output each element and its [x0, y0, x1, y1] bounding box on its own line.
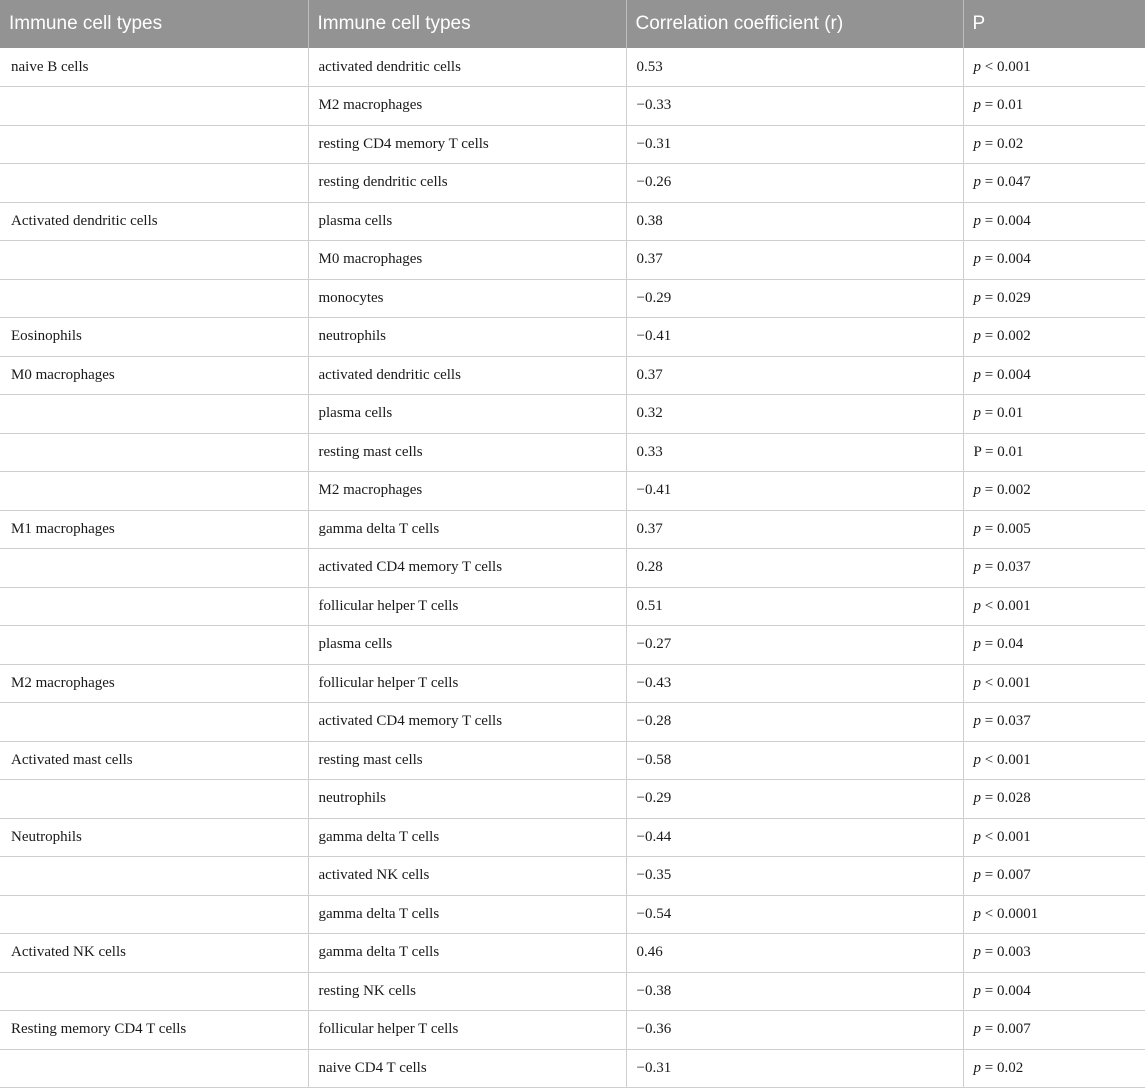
table-row — [0, 1011, 1145, 1050]
cell-immune-cell-type-a: Resting memory CD4 T cells — [0, 1011, 308, 1050]
table-row — [0, 125, 1145, 164]
cell-immune-cell-type-a: Activated dendritic cells — [0, 202, 308, 241]
cell-p-value — [963, 433, 1145, 472]
cell-p-value — [963, 356, 1145, 395]
p-value-text: = 0.004 — [981, 366, 1031, 383]
cell-immune-cell-type-a — [0, 857, 308, 896]
cell-p-value — [963, 741, 1145, 780]
p-value-text: < 0.001 — [981, 58, 1031, 75]
p-value-text: = 0.007 — [981, 867, 1031, 884]
cell-immune-cell-type-a: M2 macrophages — [0, 664, 308, 703]
cell-p-value — [963, 818, 1145, 857]
cell-immune-cell-type-a — [0, 164, 308, 203]
cell-correlation-coefficient: 0.33 — [626, 433, 963, 472]
cell-p-value — [963, 202, 1145, 241]
cell-p-value — [963, 279, 1145, 318]
cell-immune-cell-type-b: activated NK cells — [308, 857, 626, 896]
cell-p-value — [963, 241, 1145, 280]
table-header — [0, 0, 1145, 48]
cell-immune-cell-type-b: M2 macrophages — [308, 87, 626, 126]
table-row — [0, 972, 1145, 1011]
p-value-symbol: p — [973, 366, 981, 383]
cell-p-value — [963, 703, 1145, 742]
p-value-text: = 0.029 — [981, 289, 1031, 306]
table-row — [0, 48, 1145, 87]
p-value-text: = 0.02 — [981, 1059, 1024, 1076]
table-row — [0, 741, 1145, 780]
header-immune-cell-type-b: Immune cell types — [308, 0, 626, 48]
p-value-text: < 0.001 — [981, 751, 1031, 768]
p-value-text: = 0.01 — [981, 405, 1024, 422]
table-row — [0, 934, 1145, 973]
cell-immune-cell-type-b: activated CD4 memory T cells — [308, 549, 626, 588]
p-value-symbol: p — [973, 58, 981, 75]
cell-correlation-coefficient: 0.28 — [626, 549, 963, 588]
p-value-symbol: p — [973, 1059, 981, 1076]
p-value-symbol: p — [973, 212, 981, 229]
cell-correlation-coefficient: 0.32 — [626, 395, 963, 434]
cell-correlation-coefficient: −0.29 — [626, 780, 963, 819]
p-value-text: = 0.01 — [981, 97, 1024, 114]
cell-immune-cell-type-b: gamma delta T cells — [308, 510, 626, 549]
p-value-text: = 0.004 — [981, 251, 1031, 268]
cell-immune-cell-type-a — [0, 587, 308, 626]
cell-correlation-coefficient: −0.41 — [626, 472, 963, 511]
cell-p-value — [963, 48, 1145, 87]
cell-immune-cell-type-a: naive B cells — [0, 48, 308, 87]
cell-correlation-coefficient: −0.28 — [626, 703, 963, 742]
table-row — [0, 703, 1145, 742]
cell-immune-cell-type-b: gamma delta T cells — [308, 934, 626, 973]
table-row — [0, 356, 1145, 395]
cell-correlation-coefficient: −0.44 — [626, 818, 963, 857]
cell-p-value — [963, 549, 1145, 588]
cell-immune-cell-type-a: M1 macrophages — [0, 510, 308, 549]
cell-correlation-coefficient: −0.36 — [626, 1011, 963, 1050]
p-value-symbol: p — [973, 405, 981, 422]
table-row — [0, 433, 1145, 472]
cell-immune-cell-type-a: Activated NK cells — [0, 934, 308, 973]
p-value-symbol: p — [973, 289, 981, 306]
table-row — [0, 164, 1145, 203]
p-value-symbol: p — [973, 674, 981, 691]
cell-immune-cell-type-a: Eosinophils — [0, 318, 308, 357]
cell-p-value — [963, 587, 1145, 626]
cell-immune-cell-type-b: follicular helper T cells — [308, 587, 626, 626]
cell-immune-cell-type-a — [0, 125, 308, 164]
table-row — [0, 818, 1145, 857]
p-value-text: = 0.002 — [981, 328, 1031, 345]
cell-immune-cell-type-b: follicular helper T cells — [308, 1011, 626, 1050]
cell-correlation-coefficient: −0.31 — [626, 1049, 963, 1088]
p-value-symbol: p — [973, 867, 981, 884]
cell-p-value — [963, 87, 1145, 126]
p-value-symbol: p — [973, 97, 981, 114]
p-value-text: = 0.003 — [981, 944, 1031, 961]
cell-immune-cell-type-b: resting mast cells — [308, 433, 626, 472]
cell-correlation-coefficient: 0.37 — [626, 356, 963, 395]
cell-correlation-coefficient: −0.27 — [626, 626, 963, 665]
p-value-text: < 0.001 — [981, 674, 1031, 691]
cell-correlation-coefficient: 0.51 — [626, 587, 963, 626]
cell-correlation-coefficient: 0.37 — [626, 241, 963, 280]
cell-correlation-coefficient: −0.54 — [626, 895, 963, 934]
p-value-symbol: p — [973, 135, 981, 152]
cell-correlation-coefficient: −0.38 — [626, 972, 963, 1011]
cell-p-value — [963, 664, 1145, 703]
p-value-symbol: p — [973, 597, 981, 614]
cell-p-value — [963, 125, 1145, 164]
cell-correlation-coefficient: −0.33 — [626, 87, 963, 126]
p-value-text: = 0.005 — [981, 520, 1031, 537]
cell-correlation-coefficient: 0.38 — [626, 202, 963, 241]
table-row — [0, 895, 1145, 934]
p-value-text: < 0.0001 — [981, 905, 1039, 922]
cell-correlation-coefficient: −0.58 — [626, 741, 963, 780]
p-value-symbol: p — [973, 636, 981, 653]
cell-p-value — [963, 1049, 1145, 1088]
p-value-symbol: p — [973, 482, 981, 499]
cell-immune-cell-type-b: plasma cells — [308, 395, 626, 434]
p-value-symbol: p — [973, 1021, 981, 1038]
table-row — [0, 626, 1145, 665]
cell-immune-cell-type-b: activated dendritic cells — [308, 48, 626, 87]
p-value-text: P = 0.01 — [973, 443, 1024, 460]
table-row — [0, 510, 1145, 549]
cell-p-value — [963, 934, 1145, 973]
cell-immune-cell-type-b: activated CD4 memory T cells — [308, 703, 626, 742]
p-value-symbol: p — [973, 790, 981, 807]
p-value-text: = 0.028 — [981, 790, 1031, 807]
cell-immune-cell-type-a — [0, 626, 308, 665]
p-value-symbol: p — [973, 328, 981, 345]
cell-immune-cell-type-b: resting CD4 memory T cells — [308, 125, 626, 164]
table-row — [0, 549, 1145, 588]
cell-immune-cell-type-a — [0, 895, 308, 934]
cell-immune-cell-type-a — [0, 549, 308, 588]
table-row — [0, 202, 1145, 241]
cell-p-value — [963, 780, 1145, 819]
cell-immune-cell-type-b: gamma delta T cells — [308, 895, 626, 934]
header-correlation-coefficient: Correlation coefficient (r) — [626, 0, 963, 48]
cell-immune-cell-type-b: resting dendritic cells — [308, 164, 626, 203]
table-row — [0, 472, 1145, 511]
cell-immune-cell-type-b: monocytes — [308, 279, 626, 318]
cell-immune-cell-type-b: neutrophils — [308, 780, 626, 819]
cell-correlation-coefficient: 0.37 — [626, 510, 963, 549]
header-immune-cell-type-a: Immune cell types — [0, 0, 308, 48]
cell-immune-cell-type-a: Neutrophils — [0, 818, 308, 857]
cell-p-value — [963, 510, 1145, 549]
cell-immune-cell-type-b: plasma cells — [308, 202, 626, 241]
cell-p-value — [963, 895, 1145, 934]
p-value-symbol: p — [973, 828, 981, 845]
cell-immune-cell-type-a — [0, 780, 308, 819]
table-row — [0, 780, 1145, 819]
cell-immune-cell-type-a — [0, 433, 308, 472]
cell-immune-cell-type-a — [0, 87, 308, 126]
p-value-symbol: p — [973, 751, 981, 768]
p-value-symbol: p — [973, 713, 981, 730]
cell-p-value — [963, 626, 1145, 665]
cell-correlation-coefficient: −0.26 — [626, 164, 963, 203]
cell-immune-cell-type-a — [0, 972, 308, 1011]
cell-correlation-coefficient: 0.46 — [626, 934, 963, 973]
p-value-symbol: p — [973, 520, 981, 537]
cell-immune-cell-type-b: gamma delta T cells — [308, 818, 626, 857]
table-row — [0, 87, 1145, 126]
cell-p-value — [963, 318, 1145, 357]
table-row — [0, 664, 1145, 703]
cell-correlation-coefficient: −0.43 — [626, 664, 963, 703]
p-value-text: = 0.037 — [981, 559, 1031, 576]
cell-correlation-coefficient: −0.35 — [626, 857, 963, 896]
p-value-text: = 0.037 — [981, 713, 1031, 730]
cell-immune-cell-type-b: M2 macrophages — [308, 472, 626, 511]
cell-immune-cell-type-b: naive CD4 T cells — [308, 1049, 626, 1088]
p-value-symbol: p — [973, 251, 981, 268]
table-row — [0, 395, 1145, 434]
cell-correlation-coefficient: −0.41 — [626, 318, 963, 357]
cell-immune-cell-type-b: neutrophils — [308, 318, 626, 357]
table-row — [0, 1049, 1145, 1088]
p-value-text: = 0.002 — [981, 482, 1031, 499]
p-value-symbol: p — [973, 559, 981, 576]
cell-p-value — [963, 164, 1145, 203]
cell-immune-cell-type-a — [0, 472, 308, 511]
p-value-symbol: p — [973, 174, 981, 191]
cell-p-value — [963, 857, 1145, 896]
cell-immune-cell-type-a — [0, 703, 308, 742]
cell-immune-cell-type-b: plasma cells — [308, 626, 626, 665]
table-body — [0, 48, 1145, 1088]
p-value-text: = 0.004 — [981, 982, 1031, 999]
cell-p-value — [963, 1011, 1145, 1050]
cell-immune-cell-type-a — [0, 241, 308, 280]
table-row — [0, 318, 1145, 357]
p-value-text: = 0.02 — [981, 135, 1024, 152]
p-value-symbol: p — [973, 944, 981, 961]
cell-correlation-coefficient: −0.31 — [626, 125, 963, 164]
cell-p-value — [963, 972, 1145, 1011]
cell-p-value — [963, 472, 1145, 511]
cell-immune-cell-type-a: Activated mast cells — [0, 741, 308, 780]
p-value-symbol: p — [973, 982, 981, 999]
p-value-text: = 0.004 — [981, 212, 1031, 229]
table-row — [0, 857, 1145, 896]
p-value-symbol: p — [973, 905, 981, 922]
cell-immune-cell-type-a — [0, 279, 308, 318]
table-row — [0, 279, 1145, 318]
p-value-text: = 0.007 — [981, 1021, 1031, 1038]
header-p-value: P — [963, 0, 1145, 48]
p-value-text: < 0.001 — [981, 597, 1031, 614]
p-value-text: < 0.001 — [981, 828, 1031, 845]
cell-immune-cell-type-a — [0, 395, 308, 434]
p-value-text: = 0.04 — [981, 636, 1024, 653]
cell-correlation-coefficient: −0.29 — [626, 279, 963, 318]
cell-immune-cell-type-b: follicular helper T cells — [308, 664, 626, 703]
cell-immune-cell-type-b: M0 macrophages — [308, 241, 626, 280]
cell-immune-cell-type-a — [0, 1049, 308, 1088]
cell-p-value — [963, 395, 1145, 434]
cell-immune-cell-type-b: resting mast cells — [308, 741, 626, 780]
table-row — [0, 587, 1145, 626]
cell-immune-cell-type-a: M0 macrophages — [0, 356, 308, 395]
cell-immune-cell-type-b: resting NK cells — [308, 972, 626, 1011]
cell-immune-cell-type-b: activated dendritic cells — [308, 356, 626, 395]
table-row — [0, 241, 1145, 280]
cell-correlation-coefficient: 0.53 — [626, 48, 963, 87]
p-value-text: = 0.047 — [981, 174, 1031, 191]
header-row — [0, 0, 1145, 48]
